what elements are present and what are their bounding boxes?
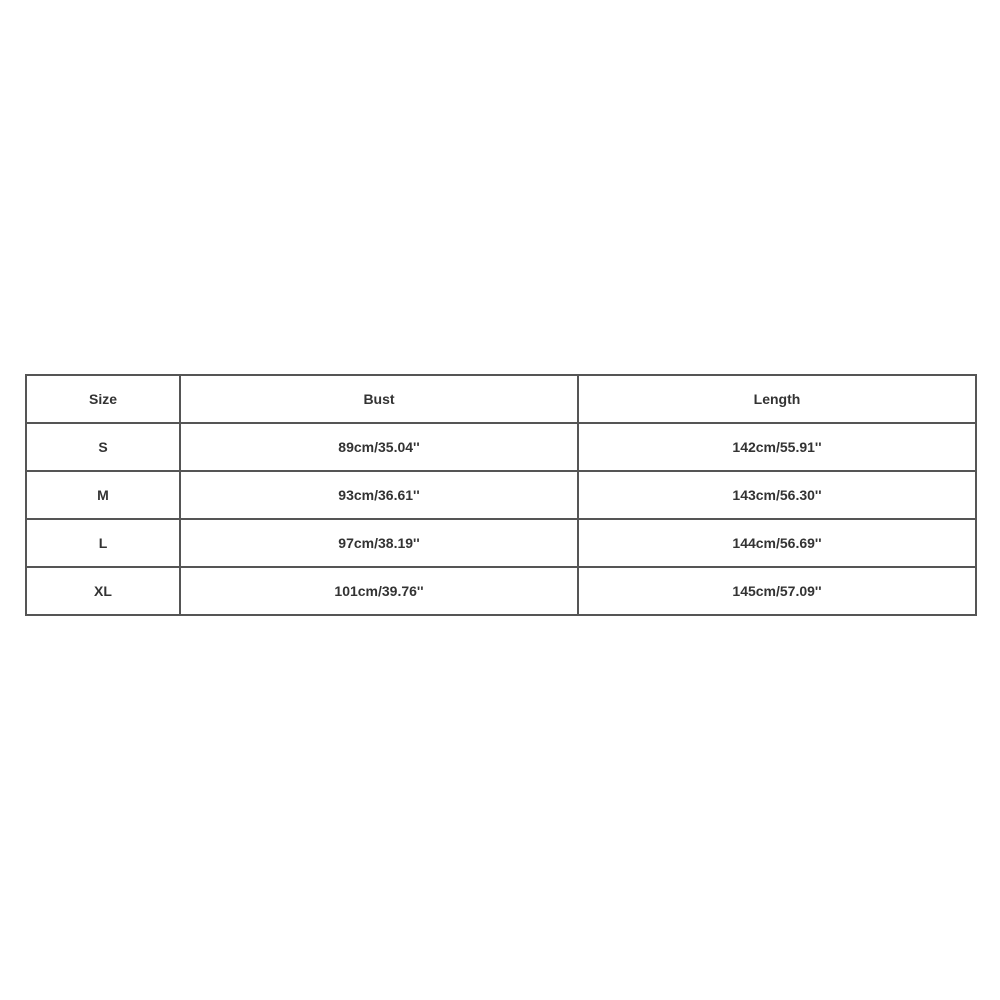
table-row [26,519,976,567]
header-size: Size [26,375,180,423]
cell-length: 143cm/56.30'' [578,471,976,519]
cell-size: L [26,519,180,567]
header-length: Length [578,375,976,423]
table-header-row [26,375,976,423]
cell-size: XL [26,567,180,615]
cell-length: 145cm/57.09'' [578,567,976,615]
cell-size: S [26,423,180,471]
cell-bust: 93cm/36.61'' [180,471,578,519]
table-row [26,471,976,519]
header-bust: Bust [180,375,578,423]
cell-length: 144cm/56.69'' [578,519,976,567]
cell-bust: 101cm/39.76'' [180,567,578,615]
cell-length: 142cm/55.91'' [578,423,976,471]
size-chart-table [25,374,977,616]
cell-size: M [26,471,180,519]
table-row [26,423,976,471]
cell-bust: 89cm/35.04'' [180,423,578,471]
cell-bust: 97cm/38.19'' [180,519,578,567]
table-row [26,567,976,615]
